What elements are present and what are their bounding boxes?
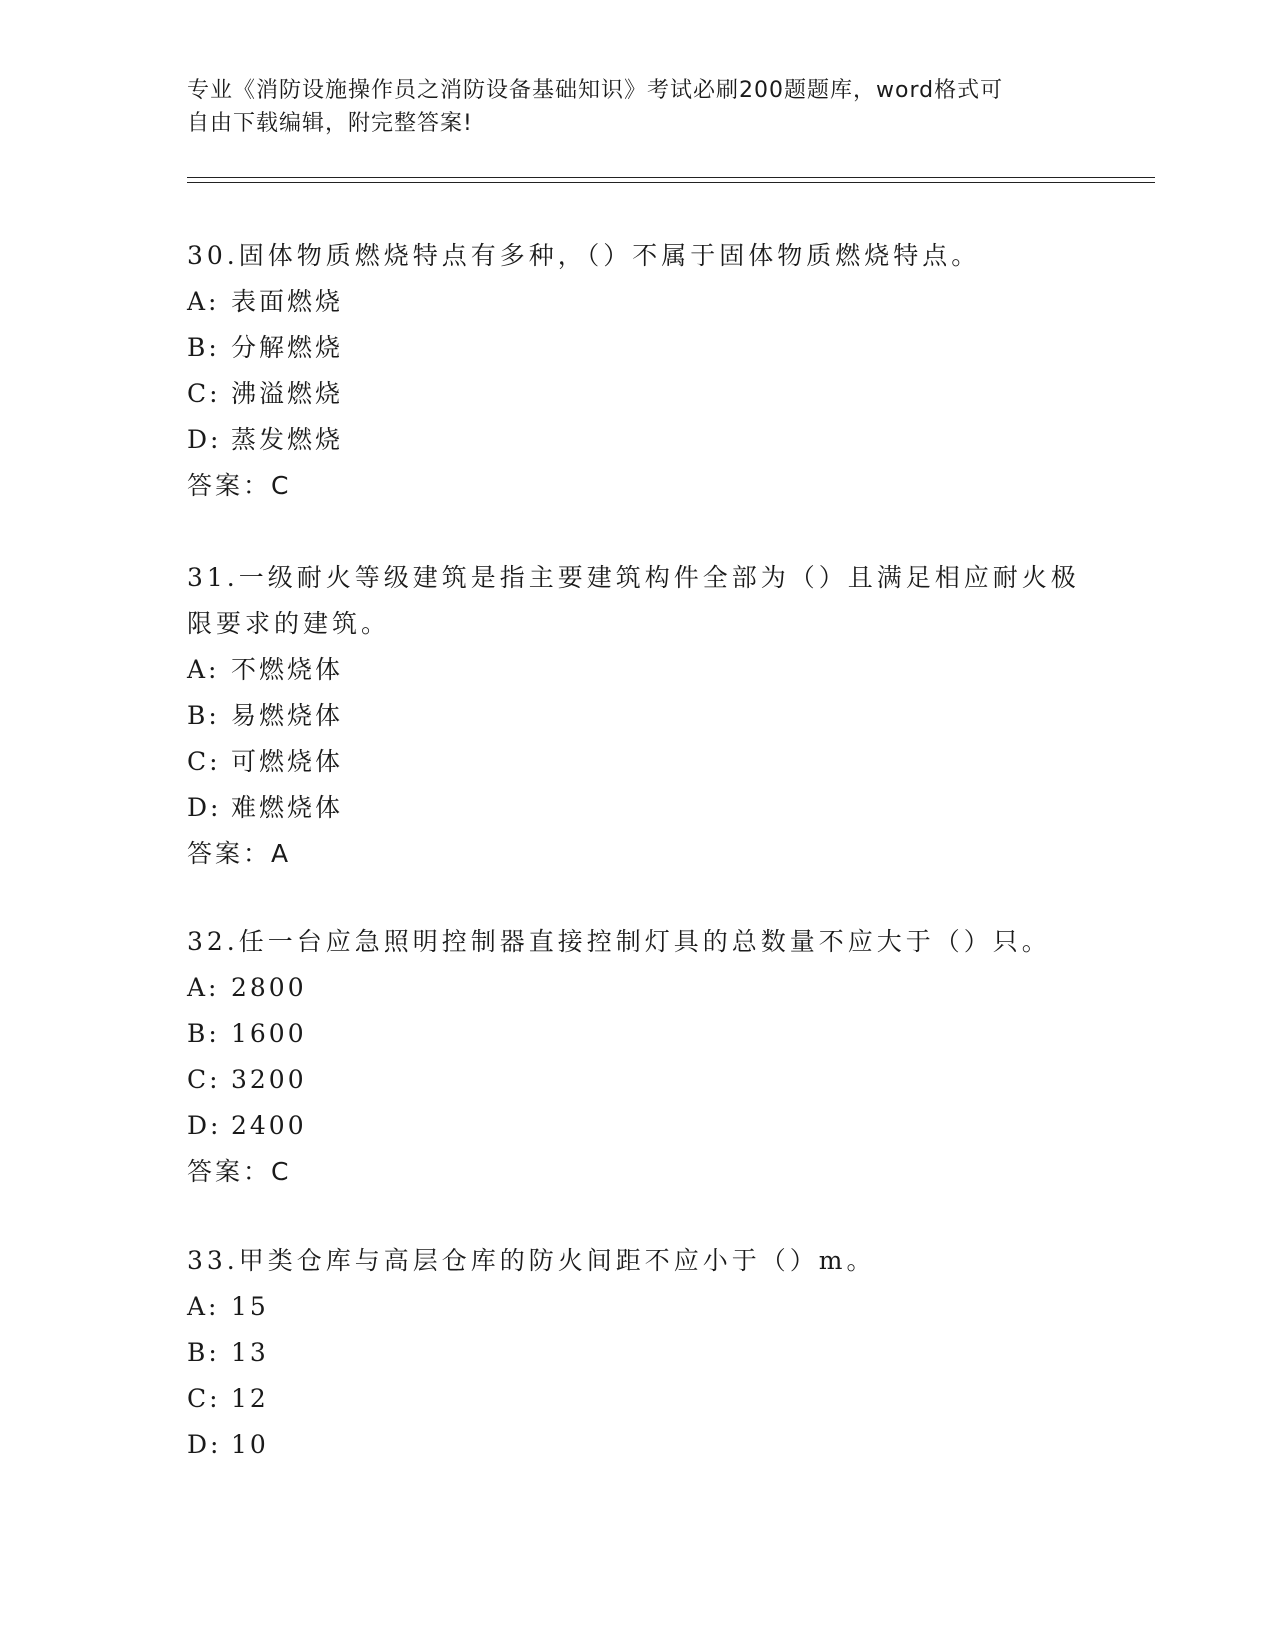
header-divider-bottom xyxy=(187,182,1155,183)
option-text: 分解燃烧 xyxy=(231,333,344,362)
option-letter: B: xyxy=(187,701,220,730)
option-letter: D: xyxy=(187,1111,222,1140)
option-b xyxy=(187,325,1087,371)
option-text: 10 xyxy=(231,1430,269,1459)
option-text: 不燃烧体 xyxy=(231,655,344,684)
option-d xyxy=(187,1422,1087,1468)
option-text: 2400 xyxy=(231,1111,307,1140)
question-33 xyxy=(187,1238,1087,1468)
option-letter: C: xyxy=(187,1065,221,1094)
question-31 xyxy=(187,555,1087,877)
question-32 xyxy=(187,919,1087,1195)
option-a xyxy=(187,965,1087,1011)
option-c xyxy=(187,1376,1087,1422)
option-a xyxy=(187,647,1087,693)
option-letter: A: xyxy=(187,287,220,316)
option-letter: D: xyxy=(187,425,222,454)
option-c xyxy=(187,739,1087,785)
option-letter: D: xyxy=(187,1430,222,1459)
option-d xyxy=(187,785,1087,831)
option-c xyxy=(187,1057,1087,1103)
option-d xyxy=(187,1103,1087,1149)
question-30 xyxy=(187,233,1087,509)
option-text: 3200 xyxy=(231,1065,307,1094)
option-text: 蒸发燃烧 xyxy=(231,425,344,454)
option-letter: A: xyxy=(187,973,220,1002)
option-text: 2800 xyxy=(231,973,307,1002)
option-letter: C: xyxy=(187,1384,221,1413)
option-text: 13 xyxy=(231,1338,269,1367)
option-b xyxy=(187,1330,1087,1376)
option-text: 12 xyxy=(231,1384,269,1413)
option-letter: D: xyxy=(187,793,222,822)
option-text: 可燃烧体 xyxy=(231,747,344,776)
answer-line: 答案：A xyxy=(187,839,292,868)
answer-line: 答案：C xyxy=(187,1157,292,1186)
question-stem: 32.任一台应急照明控制器直接控制灯具的总数量不应大于（）只。 xyxy=(187,927,1051,956)
option-letter: B: xyxy=(187,1338,220,1367)
option-b xyxy=(187,1011,1087,1057)
question-stem: 33.甲类仓库与高层仓库的防火间距不应小于（）m。 xyxy=(187,1246,876,1275)
option-letter: C: xyxy=(187,747,221,776)
option-c xyxy=(187,371,1087,417)
document-header xyxy=(187,74,1067,140)
option-a xyxy=(187,279,1087,325)
option-b xyxy=(187,693,1087,739)
option-text: 难燃烧体 xyxy=(231,793,344,822)
option-text: 表面燃烧 xyxy=(231,287,344,316)
option-letter: B: xyxy=(187,1019,220,1048)
header-line-2: 自由下载编辑，附完整答案! xyxy=(187,111,473,136)
option-text: 15 xyxy=(231,1292,269,1321)
option-d xyxy=(187,417,1087,463)
option-a xyxy=(187,1284,1087,1330)
answer-line: 答案：C xyxy=(187,471,292,500)
header-line-1: 专业《消防设施操作员之消防设备基础知识》考试必刷200题题库，word格式可 xyxy=(187,78,1004,103)
question-stem: 31.一级耐火等级建筑是指主要建筑构件全部为（）且满足相应耐火极限要求的建筑。 xyxy=(187,563,1080,638)
option-letter: C: xyxy=(187,379,221,408)
option-letter: A: xyxy=(187,655,220,684)
option-text: 易燃烧体 xyxy=(231,701,344,730)
question-stem: 30.固体物质燃烧特点有多种，（）不属于固体物质燃烧特点。 xyxy=(187,241,981,270)
header-divider-top xyxy=(187,177,1155,178)
option-letter: B: xyxy=(187,333,220,362)
option-letter: A: xyxy=(187,1292,220,1321)
option-text: 沸溢燃烧 xyxy=(231,379,344,408)
option-text: 1600 xyxy=(231,1019,307,1048)
